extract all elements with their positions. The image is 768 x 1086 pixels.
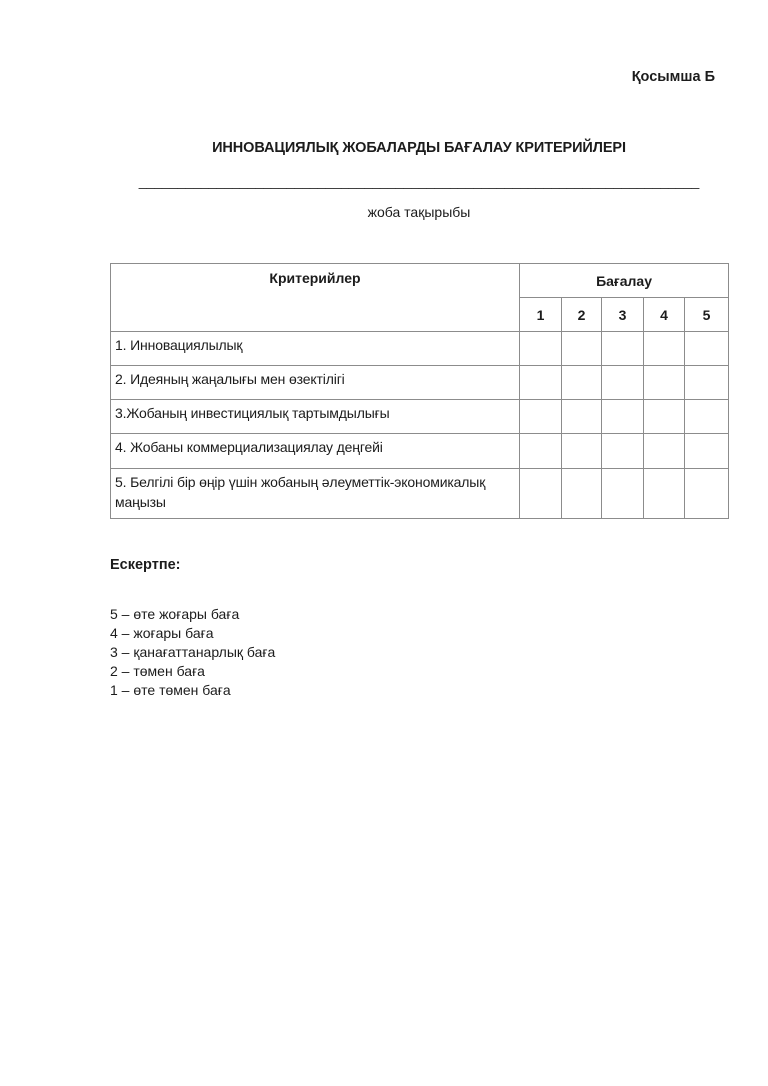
rating-column-header: Бағалау [520, 264, 729, 298]
rating-cell [685, 434, 729, 469]
rating-scale-header-1: 1 [520, 298, 562, 332]
rating-cell [520, 366, 562, 400]
table-row [111, 332, 729, 366]
table-row [111, 434, 729, 469]
rating-cell [602, 366, 644, 400]
note-item: 3 – қанағаттанарлық баға [110, 644, 276, 660]
rating-scale-header-4: 4 [644, 298, 685, 332]
appendix-label: Қосымша Б [631, 69, 715, 85]
rating-cell [644, 434, 685, 469]
rating-cell [644, 366, 685, 400]
rating-cell [644, 400, 685, 434]
rating-scale-header-3: 3 [602, 298, 644, 332]
rating-cell [562, 434, 602, 469]
note-item: 4 – жоғары баға [110, 625, 214, 641]
rating-cell [644, 469, 685, 519]
rating-cell [602, 469, 644, 519]
notes-heading: Ескертпе: [110, 557, 181, 573]
rating-cell [562, 332, 602, 366]
rating-cell [644, 332, 685, 366]
rating-scale-header-5: 5 [685, 298, 729, 332]
rating-scale-header-2: 2 [562, 298, 602, 332]
project-title-blank-line: ________________________________________________________________________ [138, 173, 700, 189]
rating-cell [562, 469, 602, 519]
rating-cell [520, 469, 562, 519]
table-row [111, 366, 729, 400]
criteria-cell: 5. Белгілі бір өңір үшін жобаның әлеуметтік-экономикалық маңызы [111, 469, 520, 519]
criteria-rating-table [110, 263, 729, 519]
rating-cell [685, 400, 729, 434]
rating-legend [110, 605, 275, 700]
criteria-cell: 1. Инновациялылық [111, 332, 520, 366]
table-row [111, 400, 729, 434]
rating-cell [685, 366, 729, 400]
rating-cell [602, 400, 644, 434]
rating-cell [520, 434, 562, 469]
rating-cell [562, 366, 602, 400]
rating-cell [520, 332, 562, 366]
table-row [111, 469, 729, 519]
document-title: ИННОВАЦИЯЛЫҚ ЖОБАЛАРДЫ БАҒАЛАУ КРИТЕРИЙЛЕРІ [212, 140, 626, 156]
rating-cell [602, 332, 644, 366]
note-item: 5 – өте жоғары баға [110, 606, 240, 622]
rating-cell [562, 400, 602, 434]
criteria-cell: 2. Идеяның жаңалығы мен өзектілігі [111, 366, 520, 400]
criteria-cell: 3.Жобаның инвестициялық тартымдылығы [111, 400, 520, 434]
rating-cell [685, 332, 729, 366]
note-item: 1 – өте төмен баға [110, 682, 231, 698]
note-item: 2 – төмен баға [110, 663, 205, 679]
rating-cell [602, 434, 644, 469]
table-header-row [111, 264, 729, 298]
blank-line-caption: жоба тақырыбы [367, 204, 471, 220]
criteria-column-header: Критерийлер [111, 264, 520, 332]
rating-cell [520, 400, 562, 434]
criteria-cell: 4. Жобаны коммерциализациялау деңгейі [111, 434, 520, 469]
rating-cell [685, 469, 729, 519]
